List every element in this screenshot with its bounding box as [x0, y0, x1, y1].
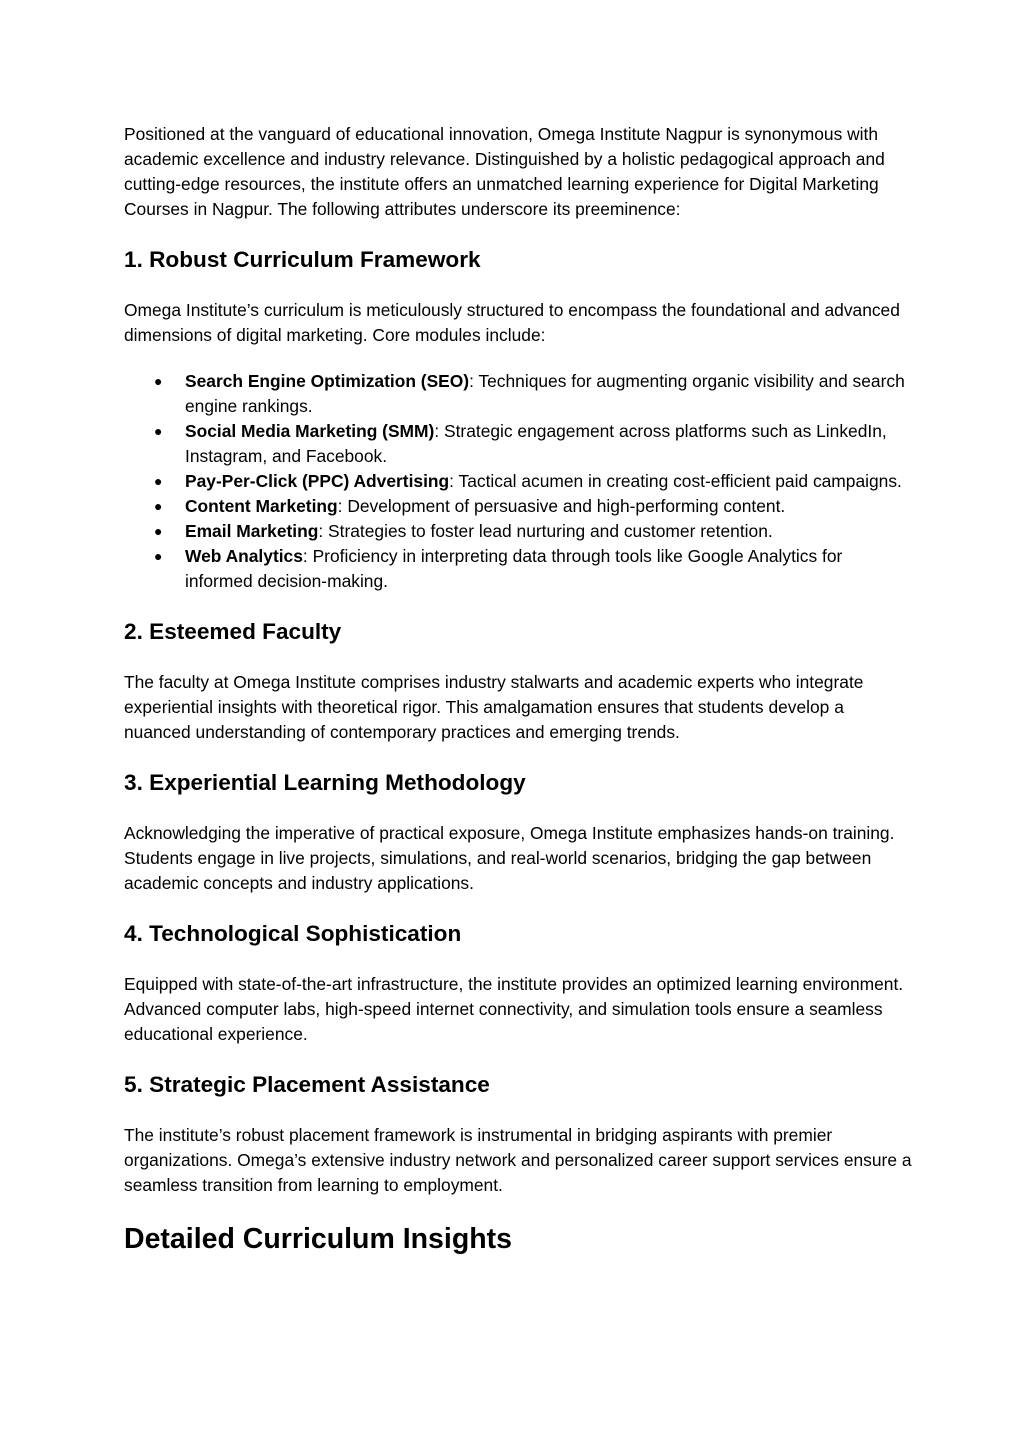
intro-paragraph: Positioned at the vanguard of educational innovation, Omega Institute Nagpur is synonymous with academic excellence and industry relevance. Distinguished by a holistic pedagogical approach and cutting-edge resources, the institute offers an unmatched learning experience for Digital Marketing Courses in Nagpur. The following attributes underscore its preeminence: [124, 124, 885, 219]
module-term: Web Analytics [185, 546, 303, 566]
section-heading-faculty: 2. Esteemed Faculty [124, 619, 342, 644]
list-item [124, 369, 914, 419]
bullet-icon: ● [154, 498, 163, 514]
bullet-icon: ● [154, 423, 163, 439]
module-desc: : Strategies to foster lead nurturing and customer retention. [318, 521, 773, 541]
list-item [124, 519, 914, 544]
section-text-placement: The institute’s robust placement framework is instrumental in bridging aspirants with premier organizations. Omega’s extensive industry network and personalized career support services ensure a seamless transition from learning to employment. [124, 1125, 912, 1195]
module-desc: : Strategic engagement across platforms such as LinkedIn, Instagram, and Facebook. [185, 421, 887, 466]
module-term: Search Engine Optimization (SEO) [185, 371, 470, 391]
list-item [124, 419, 914, 469]
module-desc: : Proficiency in interpreting data through tools like Google Analytics for informed decision-making. [185, 546, 843, 591]
section-heading-placement: 5. Strategic Placement Assistance [124, 1072, 490, 1097]
heading-detailed-curriculum: Detailed Curriculum Insights [124, 1223, 512, 1255]
bullet-icon: ● [154, 473, 163, 489]
module-desc: : Tactical acumen in creating cost-efficient paid campaigns. [449, 471, 902, 491]
module-term: Content Marketing [185, 496, 338, 516]
list-item [124, 469, 914, 494]
section-heading-experiential: 3. Experiential Learning Methodology [124, 770, 526, 795]
list-item [124, 544, 914, 594]
section-heading-technology: 4. Technological Sophistication [124, 921, 462, 946]
module-term: Email Marketing [185, 521, 319, 541]
bullet-icon: ● [154, 523, 163, 539]
section-text-experiential: Acknowledging the imperative of practical exposure, Omega Institute emphasizes hands-on training. Students engage in live projects, simulations, and real-world scenarios, bridging the gap between academic concepts and industry applications. [124, 823, 895, 893]
section-text-faculty: The faculty at Omega Institute comprises industry stalwarts and academic experts who integrate experiential insights with theoretical rigor. This amalgamation ensures that students develop a nuanced understanding of contemporary practices and emerging trends. [124, 672, 864, 742]
section-text-curriculum: Omega Institute’s curriculum is meticulously structured to encompass the foundational and advanced dimensions of digital marketing. Core modules include: [124, 300, 900, 345]
list-item [124, 494, 914, 519]
module-desc: : Development of persuasive and high-performing content. [337, 496, 786, 516]
section-heading-curriculum: 1. Robust Curriculum Framework [124, 247, 481, 272]
module-desc: : Techniques for augmenting organic visibility and search engine rankings. [185, 371, 905, 416]
module-term: Social Media Marketing (SMM) [185, 421, 435, 441]
section-text-technology: Equipped with state-of-the-art infrastructure, the institute provides an optimized learning environment. Advanced computer labs, high-speed internet connectivity, and simulation tools ensure a seamless educational experience. [124, 974, 904, 1044]
module-term: Pay-Per-Click (PPC) Advertising [185, 471, 450, 491]
bullet-icon: ● [154, 373, 163, 389]
bullet-icon: ● [154, 548, 163, 564]
core-modules-list [124, 369, 914, 594]
